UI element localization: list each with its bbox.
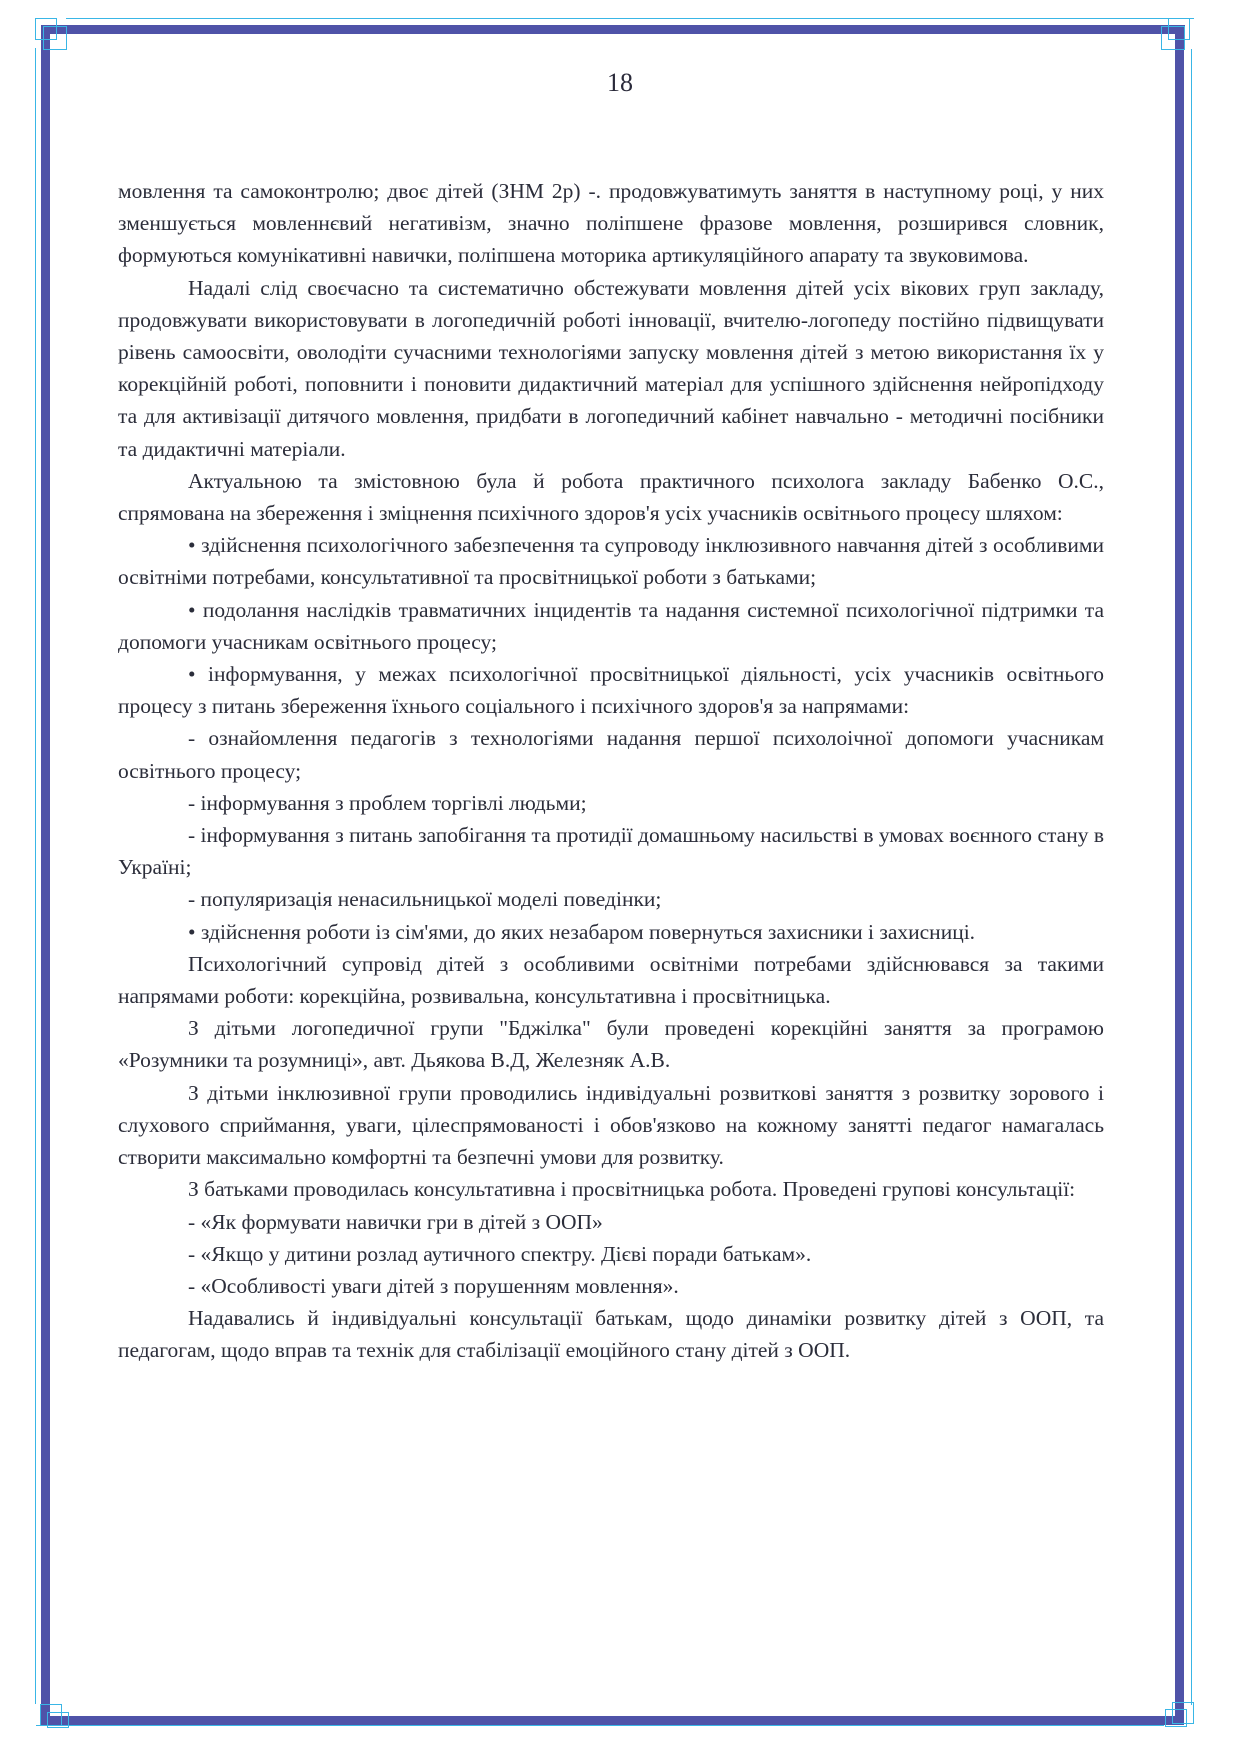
document-body bbox=[118, 175, 1104, 1367]
frame-outer-bottom-line bbox=[36, 1725, 1164, 1726]
bullet-item: • інформування, у межах психологічної просвітницької діяльності, усіх учасників освітнього процесу з питань збереження їхнього соціального і психічного здоров'я за напрямами: bbox=[118, 662, 1104, 719]
frame-right-bar bbox=[1175, 25, 1184, 1725]
frame-bottom-bar bbox=[45, 1716, 1183, 1725]
paragraph: мовлення та самоконтролю; двоє дітей (ЗНМ 2р) -. продовжуватимуть заняття в наступному році, у них зменшується мовленнєвий негативізм, значно поліпшене фразове мовлення, розширився словник, формуються комунікативні навички, поліпшена моторика артикуляційного апарату та звуковимова. bbox=[118, 179, 1104, 268]
consultation-item: - «Якщо у дитини розлад аутичного спектру. Дієві поради батькам». bbox=[188, 1241, 812, 1266]
dash-item: - популяризація ненасильницької моделі поведінки; bbox=[188, 887, 662, 912]
dash-item: - інформування з проблем торгівлі людьми; bbox=[188, 790, 587, 815]
corner-ornament-top-left-b bbox=[43, 26, 67, 50]
paragraph: З батьками проводилась консультативна і просвітницька робота. Проведені групові консультації: bbox=[188, 1177, 1076, 1202]
dash-item: - ознайомлення педагогів з технологіями надання першої психолоічної допомоги учасникам освітнього процесу; bbox=[118, 726, 1104, 783]
paragraph: Психологічний супровід дітей з особливими освітніми потребами здійснювався за такими напрямами роботи: корекційна, розвивальна, консультативна і просвітницька. bbox=[118, 951, 1104, 1009]
bullet-item: • здійснення психологічного забезпечення та супроводу інклюзивного навчання дітей з особливими освітніми потребами, консультативної та просвітницької роботи з батьками; bbox=[118, 533, 1104, 590]
paragraph: Актуальною та змістовною була й робота практичного психолога закладу Бабенко О.С., спрямована на збереження і зміцнення психічного здоров'я усіх учасників освітнього процесу шляхом: bbox=[118, 468, 1104, 526]
paragraph: З дітьми інклюзивної групи проводились індивідуальні розвиткові заняття з розвитку зорового і слухового сприймання, уваги, цілеспрямованості і обов'язково на кожному занятті педагог намагалась створити максимально комфортні та безпечні умови для розвитку. bbox=[118, 1080, 1104, 1170]
page-number: 18 bbox=[607, 68, 633, 97]
paragraph: З дітьми логопедичної групи "Бджілка" були проведені корекційні заняття за програмою «Розумники та розумниці», авт. Дьякова В.Д, Железняк А.В. bbox=[118, 1016, 1104, 1073]
frame-outer-left-line bbox=[35, 48, 36, 1704]
corner-ornament-bottom-left-b bbox=[47, 1712, 69, 1728]
frame-outer-top-line bbox=[66, 18, 1194, 19]
paragraph: Надалі слід своєчасно та систематично обстежувати мовлення дітей усіх вікових груп закладу, продовжувати використовувати в логопедичній роботі інновації, вчителю-логопеду постійно підвищувати рівень самоосвіти, оволодіти сучасними технологіями запуску мовлення дітей з метою використання їх у корекційній роботі, поповнити і поновити дидактичний матеріал для успішного здійснення нейропідходу та для активізації дитячого мовлення, придбати в логопедичний кабінет навчально - методичні посібники та дидактичні матеріали. bbox=[118, 275, 1104, 461]
dash-item: - інформування з питань запобігання та протидії домашньому насильстві в умовах воєнного стану в Україні; bbox=[118, 823, 1104, 880]
bullet-item: • здійснення роботи із сім'ями, до яких незабаром повернуться захисники і захисниці. bbox=[188, 919, 976, 944]
frame-left-bar bbox=[41, 25, 50, 1725]
consultation-item: - «Особливості уваги дітей з порушенням мовлення». bbox=[188, 1273, 679, 1298]
frame-outer-right-line bbox=[1191, 49, 1192, 1705]
frame-top-bar bbox=[41, 25, 1185, 34]
consultation-item: - «Як формувати навички гри в дітей з ООП» bbox=[188, 1209, 603, 1234]
paragraph: Надавались й індивідуальні консультації батькам, щодо динаміки розвитку дітей з ООП, та педагогам, щодо вправ та технік для стабілізації емоційного стану дітей з ООП. bbox=[118, 1306, 1104, 1363]
bullet-item: • подолання наслідків травматичних інцидентів та надання системної психологічної підтримки та допомоги учасникам освітнього процесу; bbox=[118, 597, 1104, 654]
corner-ornament-top-right-b bbox=[1161, 26, 1185, 50]
corner-ornament-bottom-right-b bbox=[1165, 1709, 1187, 1727]
